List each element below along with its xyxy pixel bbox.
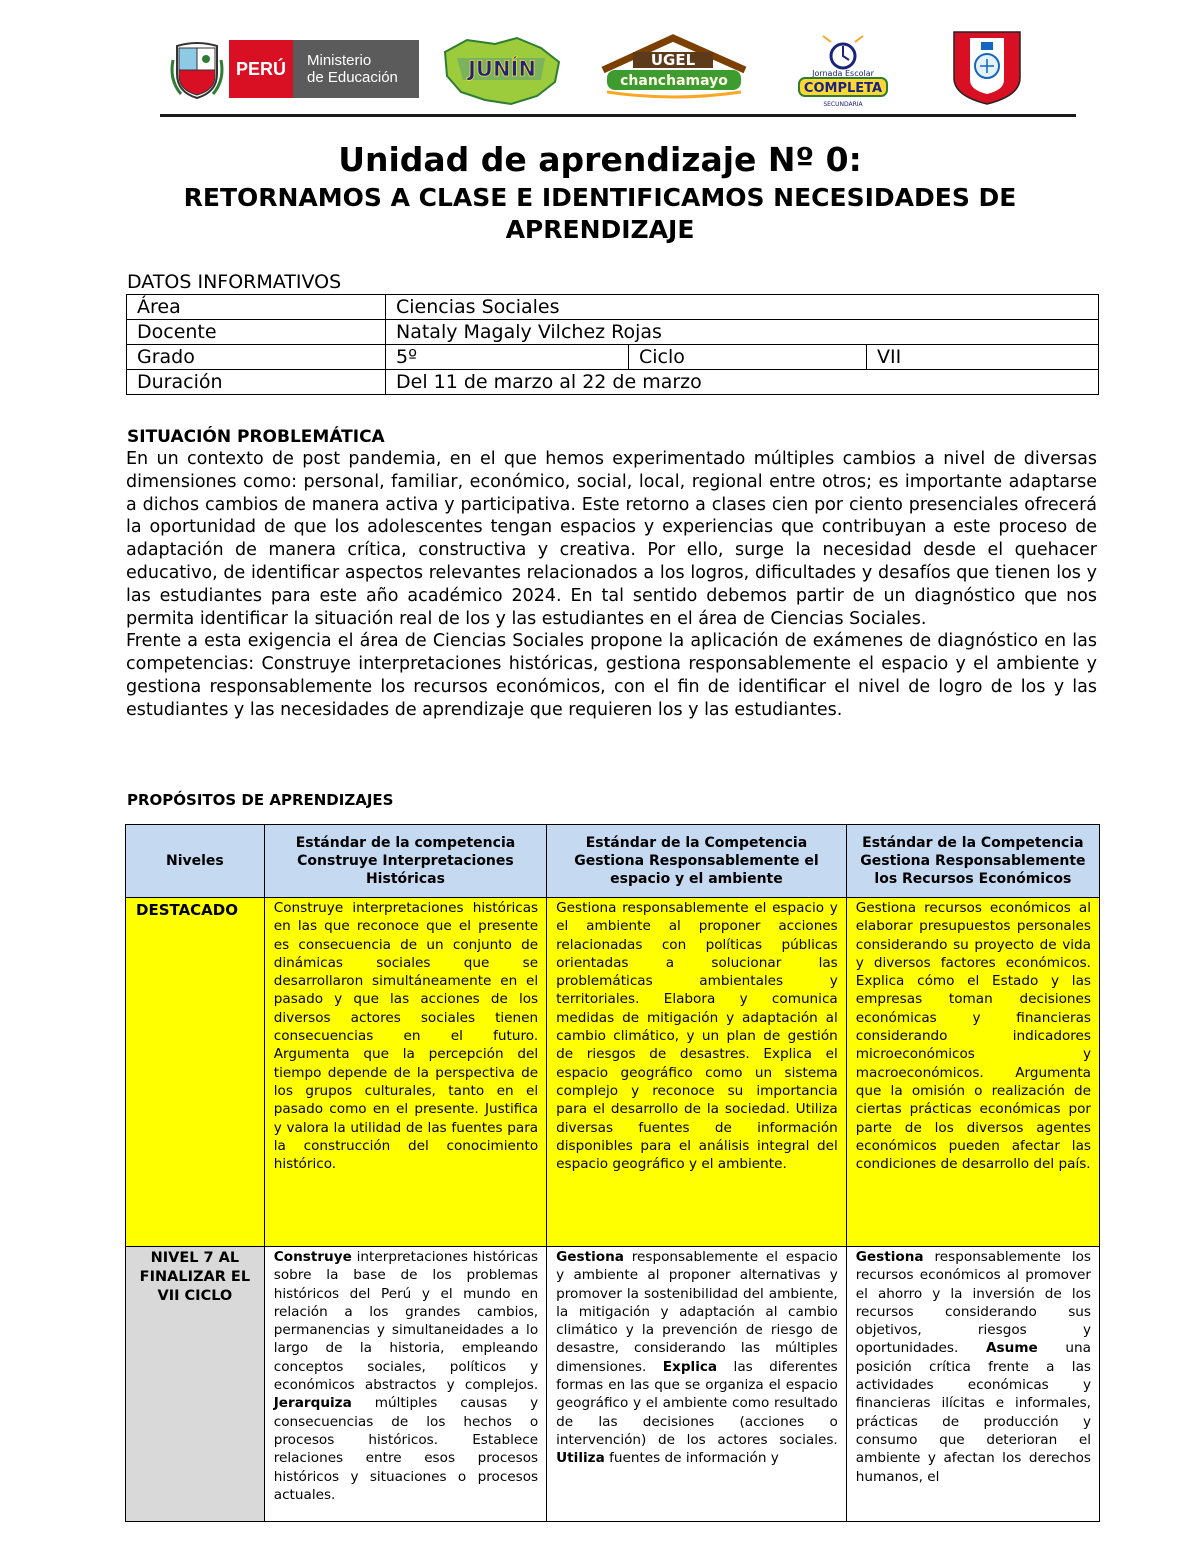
situacion-body [126, 448, 1097, 722]
datos-table [126, 294, 1099, 395]
docente-label: Docente [127, 320, 386, 345]
nivel7-historicas-verb-1: Construye [273, 1249, 352, 1265]
ugel-label: UGEL [650, 51, 696, 69]
col-recursos-economicos: Estándar de la Competencia Gestiona Responsablemente los Recursos Económicos [846, 825, 1099, 898]
junin-logo [437, 34, 567, 108]
area-label: Área [127, 295, 386, 320]
ugel-chanchamayo-logo [593, 30, 755, 104]
table-row [127, 345, 1099, 370]
grado-value: 5º [386, 345, 629, 370]
grado-label: Grado [127, 345, 386, 370]
table-row [127, 295, 1099, 320]
peru-brand-text: PERÚ [235, 58, 286, 79]
nivel7-recursos-verb-1: Gestiona [855, 1249, 924, 1265]
nivel7-espacio-text-2: las diferentes formas en las que se organiza el espacio geográfico y el ambiente como resultado de las decisiones (acciones o intervención) de los actores sociales. [556, 1358, 838, 1448]
jec-line-3: SECUNDARIA [823, 101, 863, 108]
ciclo-value: VII [867, 345, 1099, 370]
nivel7-recursos-text-2: una posición crítica frente a las actividades económicas y financieras ilícitas e informales, prácticas de producción y consumo que deterioran el ambiente y afectan los derechos humanos, el [855, 1340, 1091, 1485]
table-row [127, 370, 1099, 395]
destacado-espacio: Gestiona responsablemente el espacio y el ambiente al proponer acciones relacionadas con políticas públicas orientadas a solucionar las problemáticas ambientales y territoriales. Elabora y comunica medidas de mitigación y adaptación al cambio climático, y un plan de gestión de riesgos de desastres. Explica el espacio geográfico como un sistema complejo y reconoce su importancia para el desarrollo de la sociedad. Utiliza diversas fuentes de información disponibles para el análisis integral del espacio geográfico y el ambiente. [547, 898, 847, 1247]
peru-coat-of-arms-logo [167, 40, 227, 100]
docente-value: Nataly Magaly Vilchez Rojas [386, 320, 1099, 345]
col-niveles: Niveles [126, 825, 265, 898]
peru-brand-box [229, 40, 293, 98]
nivel7-espacio-verb-1: Gestiona [556, 1249, 624, 1265]
logo-header [165, 28, 1075, 108]
area-value: Ciencias Sociales [386, 295, 1099, 320]
header-divider [160, 114, 1076, 117]
nivel7-espacio-verb-3: Utiliza [556, 1450, 605, 1467]
nivel7-historicas-text-1: interpretaciones históricas sobre la base de los problemas históricos del Perú y el mundo en relación a los grandes cambios, permanencias y simultaneidades a lo largo de la historia, empleando conceptos sociales, políticos y económicos abstractos y complejos. [273, 1249, 539, 1394]
table-row [127, 320, 1099, 345]
ciclo-label: Ciclo [629, 345, 867, 370]
junin-label: JUNÍN [468, 57, 536, 81]
level-nivel-7: NIVEL 7 AL FINALIZAR EL VII CICLO [126, 1247, 265, 1522]
table-row [126, 898, 1100, 1247]
nivel7-espacio-text-1: responsablemente el espacio y ambiente al proponer alternativas y promover la sostenibilidad del ambiente, la mitigación y adaptación al cambio climático y la prevención de riesgo de desastre, considerando las múltiples dimensiones. [556, 1249, 838, 1375]
destacado-recursos: Gestiona recursos económicos al elaborar presupuestos personales considerando su proyecto de vida y diversos factores económicos. Explica cómo el Estado y las empresas toman decisiones económicas y financieras considerando indicadores microeconómicos y macroeconómicos. Argumenta que la omisión o realización de ciertas prácticas económicas por parte de los diversos agentes económicos pueden afectar las condiciones de desarrollo del país. [846, 898, 1099, 1247]
jec-completa-logo [793, 34, 893, 112]
nivel7-recursos-text-1: responsablemente los recursos económicos al promover el ahorro y la inversión de los recursos considerando sus objetivos, riesgos y oportunidades. [855, 1249, 1091, 1357]
minedu-line-2: de Educación [307, 69, 398, 86]
col-historicas: Estándar de la competencia Construye Interpretaciones Históricas [264, 825, 546, 898]
school-crest-logo [948, 28, 1026, 106]
col-espacio-ambiente: Estándar de la Competencia Gestiona Responsablemente el espacio y el ambiente [547, 825, 847, 898]
nivel7-historicas-text-2: múltiples causas y consecuencias de los hechos o procesos históricos. Establece relaciones entre esos procesos históricos y situaciones o procesos actuales. [273, 1395, 539, 1503]
duracion-label: Duración [127, 370, 386, 395]
datos-heading: DATOS INFORMATIVOS [127, 271, 342, 293]
situacion-heading: SITUACIÓN PROBLEMÁTICA [127, 427, 385, 447]
table-header-row [126, 825, 1100, 898]
nivel7-espacio-verb-2: Explica [662, 1358, 718, 1375]
jec-line-2: COMPLETA [803, 81, 883, 96]
nivel7-espacio-text-3: fuentes de información y [604, 1450, 779, 1467]
unit-title: Unidad de aprendizaje Nº 0: [338, 140, 862, 179]
minedu-line-1: Ministerio [307, 52, 372, 69]
situacion-paragraph-1: En un contexto de post pandemia, en el que hemos experimentado múltiples cambios a nivel de diversas dimensiones como: personal, familiar, económico, social, local, regional entre otros; es importante adaptarse a dichos cambios de manera activa y participativa. Este retorno a clases cien por ciento presenciales ofrecerá la oportunidad de que los adolescentes tengan espacios y experiencias que contribuyan a este proceso de adaptación de manera crítica, constructiva y creativa. Por ello, surge la necesidad desde el quehacer educativo, de identificar aspectos relevantes relacionados a los logros, dificultades y desafíos que tienen los y las estudiantes para este año académico 2024. En tal sentido debemos partir de un diagnóstico que nos permita identificar la situación real de los y las estudiantes en el área de Ciencias Sociales. [126, 449, 1097, 629]
duracion-value: Del 11 de marzo al 22 de marzo [386, 370, 1099, 395]
unit-subtitle [0, 182, 1200, 246]
propositos-heading: PROPÓSITOS DE APRENDIZAJES [127, 791, 394, 809]
table-row [126, 1247, 1100, 1522]
minedu-logo [293, 40, 419, 98]
nivel7-espacio [547, 1247, 847, 1522]
nivel7-historicas-verb-2: Jerarquiza [273, 1395, 352, 1412]
unit-subtitle-text: RETORNAMOS A CLASE E IDENTIFICAMOS NECESIDADES DE APRENDIZAJE [183, 183, 1017, 244]
level-destacado: DESTACADO [126, 898, 265, 1247]
nivel7-historicas [264, 1247, 546, 1522]
situacion-paragraph-2: Frente a esta exigencia el área de Ciencias Sociales propone la aplicación de exámenes de diagnóstico en las competencias: Construye interpretaciones históricas, gestiona responsablemente el espacio y el ambiente y gestiona responsablemente los recursos económicos, con el fin de identificar el nivel de logro de los y las estudiantes y las necesidades de aprendizaje que requieren los y las estudiantes. [126, 631, 1097, 720]
ugel-chanchamayo-label: chanchamayo [620, 73, 728, 89]
nivel7-recursos [846, 1247, 1099, 1522]
propositos-table [125, 824, 1100, 1522]
nivel7-recursos-verb-2: Asume [986, 1340, 1038, 1357]
jec-line-1: Jornada Escolar [812, 69, 874, 78]
destacado-historicas: Construye interpretaciones históricas en las que reconoce que el presente es consecuencia de un conjunto de dinámicas sociales que se desarrollaron simultáneamente en el pasado y que las acciones de los diversos actores sociales tienen consecuencias en el futuro. Argumenta que la percepción del tiempo depende de la perspectiva de los grupos culturales, tanto en el pasado como en el presente. Justifica y valora la utilidad de las fuentes para la construcción del conocimiento histórico. [264, 898, 546, 1247]
